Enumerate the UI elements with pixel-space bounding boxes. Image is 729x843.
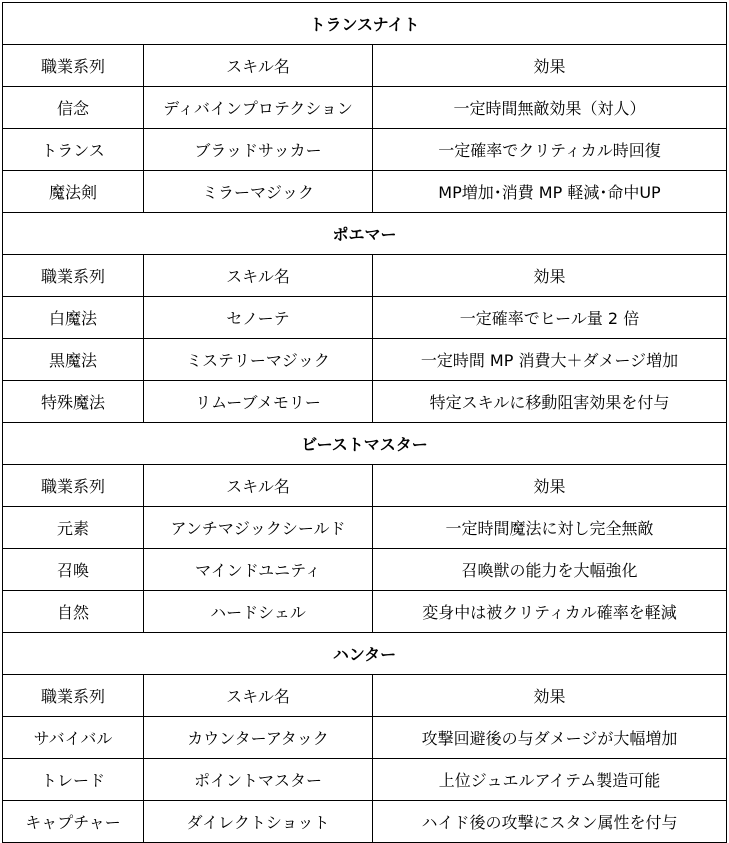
column-header-row — [3, 45, 727, 87]
skill-cell: アンチマジックシールド — [144, 507, 373, 549]
table-row — [3, 87, 727, 129]
effect-cell: 特定スキルに移動阻害効果を付与 — [373, 381, 727, 423]
effect-cell: 召喚獣の能力を大幅強化 — [373, 549, 727, 591]
skill-cell: リムーブメモリー — [144, 381, 373, 423]
table-row — [3, 339, 727, 381]
category-cell: キャプチャー — [3, 801, 144, 843]
skill-cell: ハードシェル — [144, 591, 373, 633]
effect-cell: 一定時間 MP 消費大＋ダメージ増加 — [373, 339, 727, 381]
header-skill: スキル名 — [144, 675, 373, 717]
effect-cell: 一定確率でヒール量 2 倍 — [373, 297, 727, 339]
column-header-row — [3, 675, 727, 717]
effect-cell: 変身中は被クリティカル確率を軽減 — [373, 591, 727, 633]
skill-cell: セノーテ — [144, 297, 373, 339]
category-cell: 元素 — [3, 507, 144, 549]
header-effect: 効果 — [373, 675, 727, 717]
header-category: 職業系列 — [3, 45, 144, 87]
category-cell: 自然 — [3, 591, 144, 633]
effect-cell: 上位ジュエルアイテム製造可能 — [373, 759, 727, 801]
header-effect: 効果 — [373, 45, 727, 87]
category-cell: 魔法剣 — [3, 171, 144, 213]
category-cell: トランス — [3, 129, 144, 171]
effect-cell: 一定確率でクリティカル時回復 — [373, 129, 727, 171]
skill-table — [2, 2, 727, 843]
skill-cell: マインドユニティ — [144, 549, 373, 591]
header-skill: スキル名 — [144, 255, 373, 297]
table-row — [3, 717, 727, 759]
effect-cell: MP増加･消費 MP 軽減･命中UP — [373, 171, 727, 213]
skill-table-body — [3, 3, 727, 843]
category-cell: サバイバル — [3, 717, 144, 759]
skill-cell: カウンターアタック — [144, 717, 373, 759]
column-header-row — [3, 255, 727, 297]
table-row — [3, 549, 727, 591]
skill-cell: ディバインプロテクション — [144, 87, 373, 129]
effect-cell: 一定時間魔法に対し完全無敵 — [373, 507, 727, 549]
column-header-row — [3, 465, 727, 507]
category-cell: トレード — [3, 759, 144, 801]
category-cell: 信念 — [3, 87, 144, 129]
header-effect: 効果 — [373, 255, 727, 297]
header-skill: スキル名 — [144, 465, 373, 507]
section-title: ポエマー — [3, 213, 727, 255]
effect-cell: 一定時間無敵効果（対人） — [373, 87, 727, 129]
header-category: 職業系列 — [3, 675, 144, 717]
section-title-row — [3, 3, 727, 45]
skill-cell: ダイレクトショット — [144, 801, 373, 843]
table-row — [3, 171, 727, 213]
section-title-row — [3, 633, 727, 675]
header-effect: 効果 — [373, 465, 727, 507]
table-row — [3, 759, 727, 801]
section-title: トランスナイト — [3, 3, 727, 45]
table-row — [3, 297, 727, 339]
category-cell: 黒魔法 — [3, 339, 144, 381]
category-cell: 特殊魔法 — [3, 381, 144, 423]
section-title: ハンター — [3, 633, 727, 675]
skill-cell: ブラッドサッカー — [144, 129, 373, 171]
section-title: ビーストマスター — [3, 423, 727, 465]
effect-cell: ハイド後の攻撃にスタン属性を付与 — [373, 801, 727, 843]
table-row — [3, 129, 727, 171]
section-title-row — [3, 213, 727, 255]
header-skill: スキル名 — [144, 45, 373, 87]
skill-cell: ポイントマスター — [144, 759, 373, 801]
category-cell: 白魔法 — [3, 297, 144, 339]
category-cell: 召喚 — [3, 549, 144, 591]
table-row — [3, 591, 727, 633]
skill-cell: ミラーマジック — [144, 171, 373, 213]
table-row — [3, 381, 727, 423]
header-category: 職業系列 — [3, 255, 144, 297]
table-row — [3, 507, 727, 549]
skill-cell: ミステリーマジック — [144, 339, 373, 381]
section-title-row — [3, 423, 727, 465]
table-row — [3, 801, 727, 843]
header-category: 職業系列 — [3, 465, 144, 507]
effect-cell: 攻撃回避後の与ダメージが大幅増加 — [373, 717, 727, 759]
